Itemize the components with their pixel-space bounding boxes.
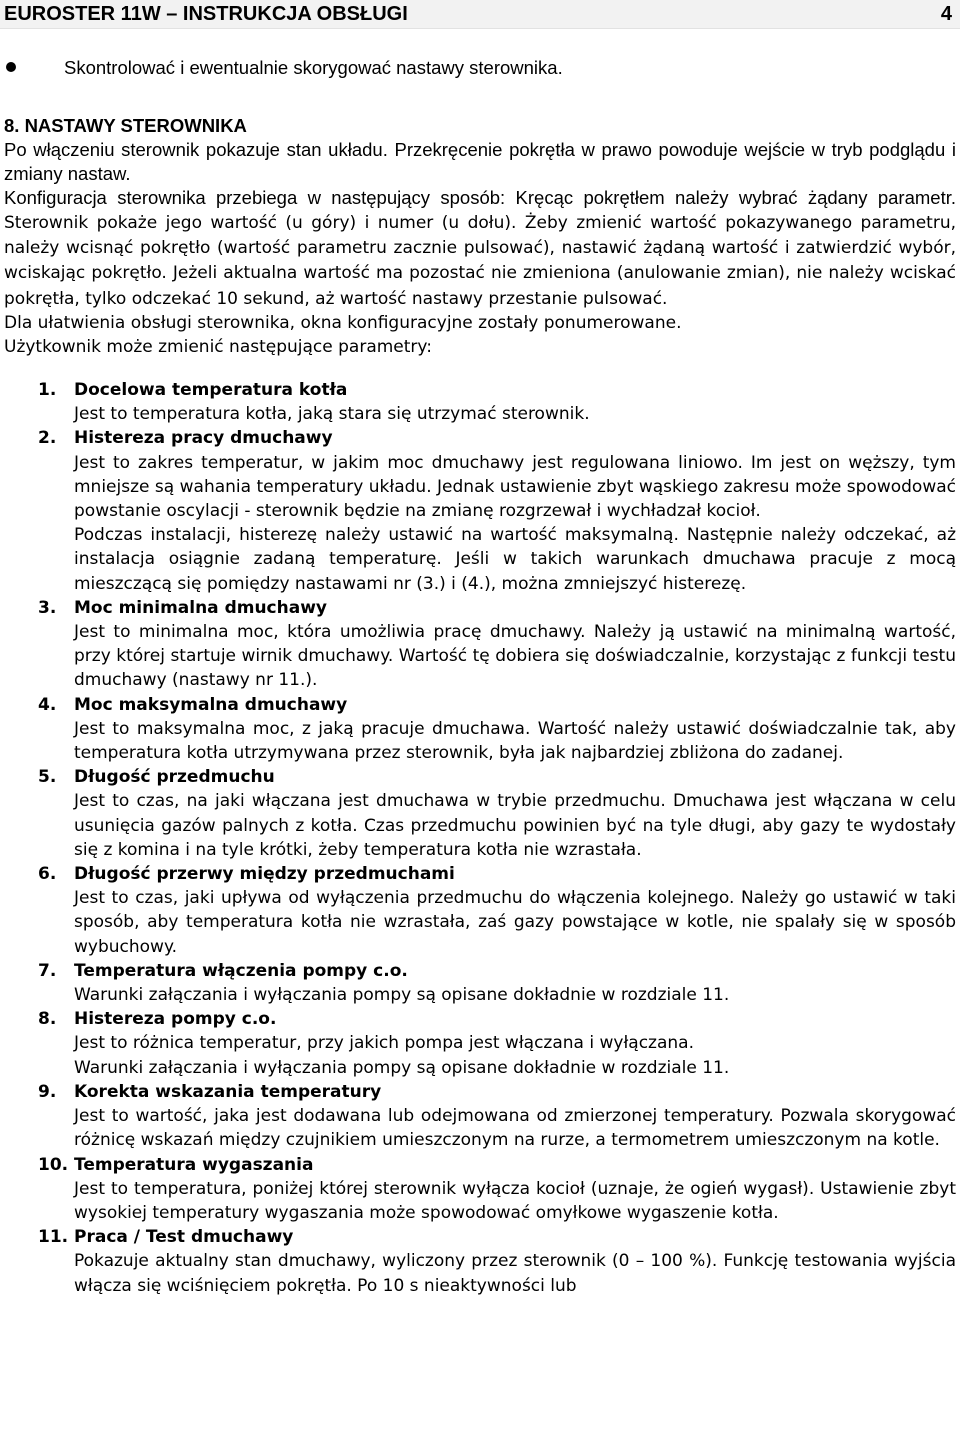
intro-paragraph-2 — [4, 186, 956, 311]
parameter-number: 6. — [38, 864, 57, 885]
page-number: 4 — [940, 3, 952, 25]
bullet-text: Skontrolować i ewentualnie skorygować nastawy sterownika. — [64, 57, 563, 78]
section-heading: 8. NASTAWY STEROWNIKA — [4, 115, 247, 136]
parameter-item — [4, 959, 956, 1007]
parameter-title: Moc minimalna dmuchawy — [74, 597, 327, 618]
parameter-description: Jest to czas, jaki upływa od wyłączenia przedmuchu do włączenia kolejnego. Należy go ustawić w taki sposób, aby temperatura kotła nie wzrastała, zaś gazy powstające w kotle, nie spalały się w sposób wybuchowy. — [74, 888, 956, 957]
parameter-list — [4, 378, 956, 1298]
parameter-number: 8. — [38, 1009, 57, 1030]
parameter-description: Jest to minimalna moc, która umożliwia pracę dmuchawy. Należy ją ustawić na minimalną wartość, przy której startuje wirnik dmuchawy. Wartość tę dobiera się doświadczalnie, korzystając z funkcji testu dmuchawy (nastawy nr 11.). — [74, 622, 956, 691]
parameter-title: Histereza pracy dmuchawy — [74, 428, 333, 449]
parameter-item — [4, 596, 956, 693]
intro-paragraph-1: Po włączeniu sterownik pokazuje stan układu. Przekręcenie pokrętła w prawo powoduje wejście w tryb podglądu i zmiany nastaw. — [4, 139, 956, 184]
intro-text — [4, 138, 956, 359]
parameter-description: Jest to temperatura kotła, jaką stara się utrzymać sterownik. — [74, 404, 590, 425]
intro-paragraph-3: Dla ułatwienia obsługi sterownika, okna konfiguracyjne zostały ponumerowane. — [4, 312, 682, 333]
parameter-title: Długość przedmuchu — [74, 767, 275, 788]
parameter-title: Moc maksymalna dmuchawy — [74, 694, 348, 715]
bullet-item — [6, 56, 563, 80]
bullet-icon — [6, 62, 16, 72]
parameter-item — [4, 765, 956, 862]
parameter-description: Jest to temperatura, poniżej której sterownik wyłącza kocioł (uznaje, że ogień wygasł). Ustawienie zbyt wysokiej temperatury wygaszania może spowodować omyłkowe wygaszenie kotła. — [74, 1178, 956, 1223]
parameter-description: Jest to zakres temperatur, w jakim moc dmuchawy jest regulowana liniowo. Im jest on węższy, tym mniejsze są wahania temperatury układu. Jednak ustawienie zbyt wąskiego zakresu może spowodować powstanie oscylacji - sterownik będzie na zmianę rozgrzewał i wychładzał kocioł. — [74, 452, 956, 522]
parameter-description: Podczas instalacji, histerezę należy ustawić na wartość maksymalną. Następnie należy odczekać, aż instalacja osiągnie zadaną temperaturę. Jeśli w takich warunkach dmuchawa pracuje z mocą mieszczącą się pomiędzy nastawami nr (3.) i (4.), można zmniejszyć histerezę. — [74, 525, 956, 594]
parameter-title: Praca / Test dmuchawy — [74, 1227, 294, 1248]
parameter-number: 3. — [38, 597, 57, 618]
parameter-number: 5. — [38, 767, 57, 788]
parameter-description: Warunki załączania i wyłączania pompy są opisane dokładnie w rozdziale 11. — [74, 985, 730, 1006]
parameter-item — [4, 693, 956, 766]
parameter-number: 1. — [38, 380, 57, 400]
parameter-title: Długość przerwy między przedmuchami — [74, 864, 455, 885]
parameter-description: Warunki załączania i wyłączania pompy są opisane dokładnie w rozdziale 11. — [74, 1057, 730, 1078]
parameter-item — [4, 1153, 956, 1226]
parameter-title: Docelowa temperatura kotła — [74, 380, 348, 400]
parameter-item — [4, 426, 956, 595]
document-title: EUROSTER 11W – INSTRUKCJA OBSŁUGI — [4, 3, 408, 25]
page-header — [0, 0, 960, 29]
parameter-description: Jest to czas, na jaki włączana jest dmuchawa w trybie przedmuchu. Dmuchawa jest włączana w celu usunięcia gazów palnych z kotła. Czas przedmuchu powinien być na tyle długi, aby gazy te wydostały się z komina i na tyle krótki, żeby temperatura kotła nie wzrastała. — [74, 791, 956, 860]
parameter-title: Temperatura włączenia pompy c.o. — [74, 960, 408, 981]
parameter-number: 2. — [38, 428, 57, 449]
intro-paragraph-2a: Konfiguracja sterownika przebiega w następujący sposób: Kręcąc pokrętłem należy wybrać żądany parametr. — [4, 187, 956, 208]
parameter-description: Jest to wartość, jaka jest dodawana lub odejmowana od zmierzonej temperatury. Pozwala skorygować różnicę wskazań między czujnikiem umieszczonym na rurze, a termometrem umieszczonym na kotle. — [74, 1106, 956, 1151]
parameter-item — [4, 862, 956, 959]
parameter-description: Jest to maksymalna moc, z jaką pracuje dmuchawa. Wartość należy ustawić doświadczalnie tak, aby temperatura kotła utrzymywana przez sterownik, była jak najbardziej zbliżona do zadanej. — [74, 718, 956, 764]
intro-paragraph-4: Użytkownik może zmienić następujące parametry: — [4, 337, 432, 358]
parameter-description: Jest to różnica temperatur, przy jakich pompa jest włączana i wyłączana. — [74, 1033, 694, 1054]
parameter-number: 9. — [38, 1081, 57, 1102]
parameter-item — [4, 1080, 956, 1153]
parameter-number: 11. — [38, 1227, 69, 1248]
parameter-item — [4, 378, 956, 426]
parameter-title: Temperatura wygaszania — [74, 1154, 314, 1175]
parameter-title: Histereza pompy c.o. — [74, 1009, 277, 1030]
parameter-number: 10. — [38, 1154, 69, 1175]
parameter-title: Korekta wskazania temperatury — [74, 1081, 382, 1102]
parameter-item — [4, 1007, 956, 1080]
intro-paragraph-2b: Sterownik pokaże jego wartość (u góry) i numer (u dołu). Żeby zmienić wartość pokazywanego parametru, należy wcisnąć pokrętło (wartość parametru zacznie pulsować), nastawić żądaną wartość i zatwierdzić wybór, wciskając pokrętło. Jeżeli aktualna wartość ma pozostać nie zmieniona (anulowanie zmian), nie należy wciskać pokrętła, tylko odczekać 10 sekund, aż wartość nastawy przestanie pulsować. — [4, 213, 956, 309]
parameter-description: Pokazuje aktualny stan dmuchawy, wyliczony przez sterownik (0 – 100 %). Funkcję testowania wyjścia włącza się wciśnięciem pokrętła. Po 10 s nieaktywności lub — [74, 1251, 956, 1296]
parameter-item — [4, 1225, 956, 1298]
parameter-number: 4. — [38, 694, 57, 715]
parameter-number: 7. — [38, 960, 57, 981]
